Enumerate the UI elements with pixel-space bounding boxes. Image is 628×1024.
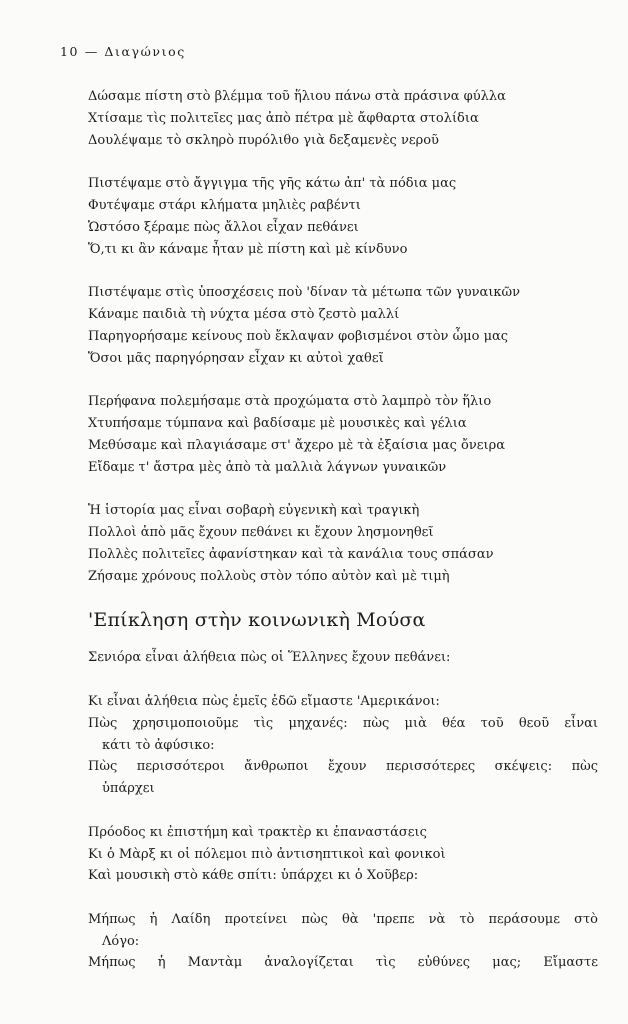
stanza-break xyxy=(88,151,598,173)
verse-line: Ζήσαμε χρόνους πολλοὺς στὸν τόπο αὐτὸν καὶ μὲ τιμὴ xyxy=(88,568,450,584)
stanza-break xyxy=(88,887,598,909)
verse-line: Πολλὲς πολιτεῖες ἀφανίστηκαν καὶ τὰ κανάλια τους σπάσαν xyxy=(88,546,494,562)
verse-line: Ὅ,τι κι ἂν κάναμε ἦταν μὲ πίστη καὶ μὲ κίνδυνο xyxy=(88,241,408,257)
page-content xyxy=(88,86,598,974)
verse-line: Μεθύσαμε καὶ πλαγιάσαμε στ' ἄχερο μὲ τὰ ἐξαίσια μας ὄνειρα xyxy=(88,437,505,453)
verse-line: Ὡστόσο ξέραμε πὼς ἄλλοι εἶχαν πεθάνει xyxy=(88,219,359,235)
verse-line-continuation: Λόγο: xyxy=(102,933,140,949)
stanza xyxy=(88,391,598,478)
stanza xyxy=(88,86,598,151)
verse-line: Εἴδαμε τ' ἄστρα μὲς ἀπὸ τὰ μαλλιὰ λάγνων γυναικῶν xyxy=(88,459,447,475)
header-separator: — xyxy=(84,44,99,59)
verse-line: Πιστέψαμε στὸ ἄγγιγμα τῆς γῆς κάτω ἀπ' τὰ πόδια μας xyxy=(88,176,457,192)
stanza xyxy=(88,500,598,587)
running-header xyxy=(60,44,186,59)
poem-title: 'Επίκληση στὴν κοινωνικὴ Μούσα xyxy=(88,609,426,632)
verse-line: Χτυπήσαμε τύμπανα καὶ βαδίσαμε μὲ μουσικὲς καὶ γέλια xyxy=(88,415,467,431)
verse-line-continuation: ὑπάρχει xyxy=(102,781,155,797)
verse-line: Πὼς περισσότεροι ἄνθρωποι ἔχουν περισσότερες σκέψεις: πὼς xyxy=(88,759,598,775)
verse-line: Πολλοὶ ἀπὸ μᾶς ἔχουν πεθάνει κι ἔχουν λησμονηθεῖ xyxy=(88,524,434,540)
verse-line-continuation: κάτι τὸ ἀφύσικο: xyxy=(102,737,215,753)
verse-line: Σενιόρα εἶναι ἀλήθεια πὼς οἱ Ἕλληνες ἔχουν πεθάνει: xyxy=(88,650,451,666)
verse-line: Κάναμε παιδιὰ τὴ νύχτα μέσα στὸ ζεστὸ μαλλί xyxy=(88,306,400,322)
verse-line: Πρόοδος κι ἐπιστήμη καὶ τρακτὲρ κι ἐπαναστάσεις xyxy=(88,824,427,840)
journal-title: Διαγώνιος xyxy=(104,44,186,59)
verse-line: Ἡ ἱστορία μας εἶναι σοβαρὴ εὐγενικὴ καὶ τραγικὴ xyxy=(88,503,420,519)
verse-line: Περήφανα πολεμήσαμε στὰ προχώματα στὸ λαμπρὸ τὸν ἥλιο xyxy=(88,394,492,410)
verse-line: Πιστέψαμε στὶς ὑποσχέσεις ποὺ 'δίναν τὰ μέτωπα τῶν γυναικῶν xyxy=(88,285,521,301)
verse-line: Παρηγορήσαμε κείνους ποὺ ἔκλαψαν φοβισμένοι στὸν ὦμο μας xyxy=(88,328,509,344)
stanza-break xyxy=(88,800,598,822)
stanza-break xyxy=(88,369,598,391)
verse-line: Κι ὁ Μὰρξ κι οἱ πόλεμοι πιὸ ἀντισηπτικοὶ καὶ φονικοὶ xyxy=(88,846,446,862)
verse-line: Μήπως ἡ Μαντὰμ ἀναλογίζεται τὶς εὐθύνες μας; Εἴμαστε xyxy=(88,955,598,971)
stanza xyxy=(88,282,598,369)
verse-line: Μήπως ἡ Λαίδη προτείνει πὼς θὰ 'πρεπε νὰ τὸ περάσουμε στὸ xyxy=(88,911,598,927)
verse-line: Χτίσαμε τὶς πολιτεῖες μας ἀπὸ πέτρα μὲ ἄφθαρτα στολίδια xyxy=(88,110,479,126)
verse-line: Ὅσοι μᾶς παρηγόρησαν εἶχαν κι αὐτοὶ χαθεῖ xyxy=(88,350,384,366)
stanza xyxy=(88,173,598,260)
stanza-break xyxy=(88,478,598,500)
verse-line: Καὶ μουσικὴ στὸ κάθε σπίτι: ὑπάρχει κι ὁ Χοῦβερ: xyxy=(88,868,419,884)
page-number: 10 xyxy=(60,44,80,59)
verse-line: Δουλέψαμε τὸ σκληρὸ πυρόλιθο γιὰ δεξαμενὲς νεροῦ xyxy=(88,132,439,148)
verse-line: Πὼς χρησιμοποιοῦμε τὶς μηχανές: πὼς μιὰ θέα τοῦ θεοῦ εἶναι xyxy=(88,715,598,731)
stanza-break xyxy=(88,260,598,282)
verse-line: Δώσαμε πίστη στὸ βλέμμα τοῦ ἥλιου πάνω στὰ πράσινα φύλλα xyxy=(88,89,506,104)
stanza-break xyxy=(88,669,598,691)
verse-line: Κι εἶναι ἀλήθεια πὼς ἐμεῖς ἐδῶ εἴμαστε 'Αμερικάνοι: xyxy=(88,693,440,709)
verse-line: Φυτέψαμε στάρι κλήματα μηλιὲς ραβέντι xyxy=(88,197,361,213)
